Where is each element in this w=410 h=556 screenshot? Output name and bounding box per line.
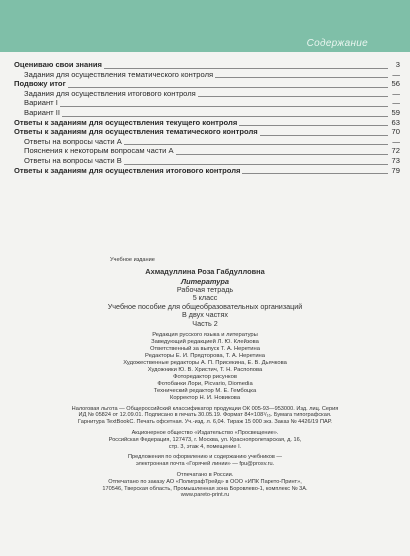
author-name: Ахмадуллина Роза Габдулловна — [145, 266, 265, 276]
grade-line: 5 класс — [192, 293, 218, 303]
toc-entry-text: Ответы к заданиям для осуществления текущего контроля — [14, 117, 238, 127]
publisher-block — [20, 430, 390, 450]
table-of-contents — [14, 60, 400, 175]
credit-line: Художники Ю. В. Христич, Т. Н. Распопова — [147, 367, 263, 373]
toc-page-number: 70 — [391, 127, 400, 137]
legal-line: ИД № 05824 от 12.09.01. Подписано в печать 30.05.19. Формат 84×108¹/₁₆. Бумага типографская. — [78, 412, 332, 419]
toc-row — [14, 118, 400, 128]
toc-row — [14, 166, 400, 176]
publisher-line: Акционерное общество «Издательство «Просвещение». — [131, 429, 279, 436]
toc-entry-text: Ответы на вопросы части А — [24, 136, 122, 146]
toc-entry-text: Задания для осуществления тематического контроля — [24, 69, 214, 79]
printer-line: www.pareto-print.ru — [180, 492, 230, 499]
toc-entry-text: Ответы на вопросы части В — [24, 155, 122, 165]
toc-page-number: — — [392, 69, 400, 79]
toc-row — [14, 137, 400, 147]
publisher-line: стр. 3, этаж 4, помещение I. — [168, 443, 242, 450]
publisher-line: Российская Федерация, 127473, г. Москва, ул. Краснопролетарская, д. 16, — [108, 436, 302, 443]
workbook-line: Рабочая тетрадь — [176, 284, 234, 294]
toc-page-number: — — [392, 88, 400, 98]
legal-line: Гарнитура TextBookC. Печать офсетная. Уч.-изд. л. 6,04. Тираж 15 000 экз. Заказ № 4426/19 ПАР. — [78, 419, 332, 426]
toc-row — [14, 79, 400, 89]
credit-line: Корректор Н. И. Новикова — [169, 394, 241, 401]
toc-entry-text: Вариант II — [24, 107, 60, 117]
toc-page-number: 72 — [391, 146, 400, 156]
feedback-block — [20, 454, 390, 468]
toc-entry-text: Ответы к заданиям для осуществления тематического контроля — [14, 127, 258, 137]
credit-line: Редакция русского языка и литературы — [152, 332, 258, 339]
toc-entry-text: Ответы к заданиям для осуществления итогового контроля — [14, 165, 241, 175]
toc-title: Содержание — [306, 38, 368, 49]
toc-page-number: 79 — [391, 165, 400, 175]
toc-leader-line — [24, 106, 388, 107]
credit-line: Фоторедактор рисунков — [173, 373, 237, 380]
toc-row — [14, 60, 400, 70]
credit-line: Фотобанки Лори, Picvario, Diomedia — [157, 380, 253, 387]
toc-entry-text: Оцениваю свои знания — [14, 60, 102, 69]
toc-row — [14, 70, 400, 80]
toc-row — [14, 108, 400, 118]
toc-row — [14, 127, 400, 137]
part-number-line: Часть 2 — [192, 318, 218, 328]
feedback-line: электронная почта «Горячей линии» — fpu@prosv.ru. — [135, 461, 275, 468]
toc-row — [14, 156, 400, 166]
credits-block — [20, 332, 390, 401]
toc-page-number: 73 — [391, 155, 400, 165]
toc-row — [14, 98, 400, 108]
parts-line: В двух частях — [182, 310, 228, 320]
printer-block — [20, 472, 390, 499]
toc-row — [14, 89, 400, 99]
credit-line: Художественные редакторы А. П. Присекина, Е. В. Дьячкова — [123, 360, 287, 367]
imprint — [20, 257, 390, 499]
toc-entry-text: Вариант I — [24, 98, 58, 108]
printer-line: 170546, Тверская область, Промышленная зона Боровлево-1, комплекс № 3А. — [102, 485, 308, 492]
toc-leader-line — [24, 116, 388, 117]
toc-entry-text: Пояснения к некоторым вопросам части А — [24, 146, 174, 156]
toc-entry-text: Задания для осуществления итогового контроля — [24, 88, 196, 98]
toc-header — [0, 0, 410, 52]
purpose-line: Учебное пособие для общеобразовательных организаций — [107, 301, 303, 311]
book-title: Литература — [181, 277, 229, 286]
credit-line: Ответственный за выпуск Т. А. Неретина — [150, 346, 260, 353]
toc-page-number: 3 — [395, 60, 400, 69]
legal-block — [20, 406, 390, 426]
toc-entry-text: Подвожу итог — [14, 79, 66, 89]
printer-line: Отпечатано по заказу АО «ПолиграфТрейд» в ООО «ИПК Парето-Принт», — [108, 478, 302, 485]
toc-row — [14, 146, 400, 156]
toc-page-number: — — [392, 136, 400, 146]
credit-line: Редакторы Е. И. Прядторова, Т. А. Неретина — [145, 353, 265, 360]
imprint-label: Учебное издание — [110, 257, 155, 263]
toc-page-number: — — [392, 98, 400, 108]
printer-line: Отпечатано в России. — [176, 471, 234, 478]
legal-line: Налоговая льгота — Общероссийский классификатор продукции ОК 005-93—953000. Изд. лиц. Серия — [71, 405, 339, 412]
toc-page-number: 59 — [391, 107, 400, 117]
toc-page-number: 63 — [391, 117, 400, 127]
toc-page-number: 56 — [391, 79, 400, 89]
feedback-line: Предложения по оформлению и содержанию учебников — — [128, 454, 282, 461]
credit-line: Технический редактор М. Е. Гембоцка — [153, 387, 257, 394]
credit-line: Заведующий редакцией Л. Ю. Клейзова — [151, 339, 259, 346]
toc-leader-line — [14, 87, 388, 88]
